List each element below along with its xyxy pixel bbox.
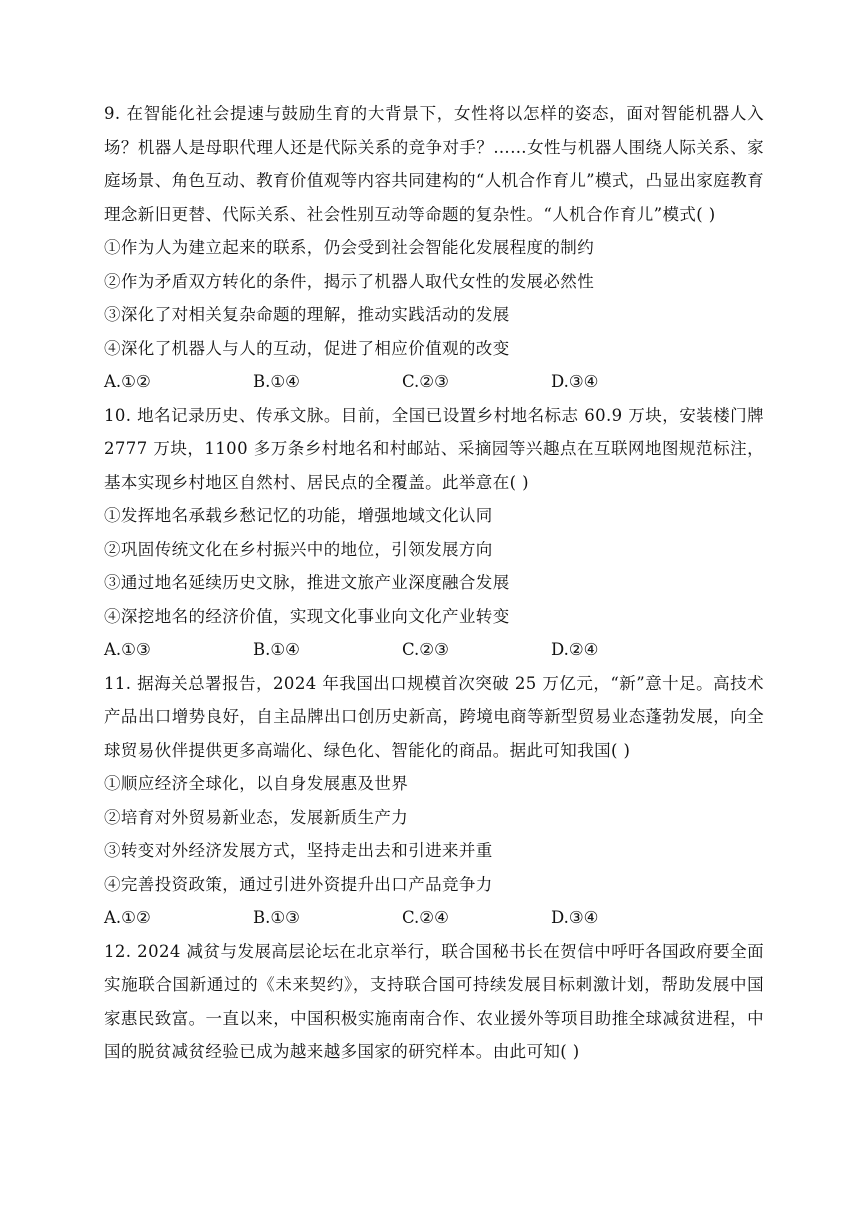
exam-page <box>104 97 764 1069</box>
statement-option: ④完善投资政策，通过引进外资提升出口产品竞争力 <box>104 874 493 894</box>
statement-option: ②作为矛盾双方转化的条件，揭示了机器人取代女性的发展必然性 <box>104 271 595 291</box>
statement-option: ②巩固传统文化在乡村振兴中的地位，引领发展方向 <box>104 539 493 559</box>
answer-choice-d: D.③④ <box>551 908 599 927</box>
question-stem: 12. 2024 减贫与发展高层论坛在北京举行，联合国秘书长在贺信中呼吁各国政府要全面实施联合国新通过的《未来契约》，支持联合国可持续发展目标刺激计划，帮助发展中国家惠民致富。一直以来，中国积极实施南南合作、农业援外等项目助推全球减贫进程，中国的脱贫减贫经验已成为越来越多国家的研究样本。由此可知( ) <box>104 941 764 1061</box>
answer-choice-a: A.①③ <box>104 640 151 659</box>
answer-choice-d: D.②④ <box>551 640 599 659</box>
statement-option: ④深挖地名的经济价值，实现文化事业向文化产业转变 <box>104 606 510 626</box>
question-10 <box>104 399 764 667</box>
answer-choice-b: B.①④ <box>253 372 300 391</box>
statement-option: ④深化了机器人与人的互动，促进了相应价值观的改变 <box>104 338 510 358</box>
statement-option: ①顺应经济全球化，以自身发展惠及世界 <box>104 774 409 793</box>
answer-choice-b: B.①④ <box>253 640 300 659</box>
answer-choice-c: C.②③ <box>402 372 449 391</box>
answer-choices <box>104 365 764 399</box>
statement-option: ②培育对外贸易新业态，发展新质生产力 <box>104 807 409 827</box>
statement-option: ①发挥地名承载乡愁记忆的功能，增强地域文化认同 <box>104 506 493 525</box>
question-9 <box>104 97 764 399</box>
question-stem: 11. 据海关总署报告，2024 年我国出口规模首次突破 25 万亿元，“新”意十足。高技术产品出口增势良好，自主品牌出口创历史新高，跨境电商等新型贸易业态蓬勃发展，向全球贸易伙伴提供更多高端化、绿色化、智能化的商品。据此可知我国( ) <box>104 673 764 760</box>
question-11 <box>104 667 764 935</box>
answer-choice-d: D.③④ <box>551 372 599 391</box>
statement-option: ③深化了对相关复杂命题的理解，推动实践活动的发展 <box>104 305 510 324</box>
question-12 <box>104 935 764 1069</box>
statement-option: ③通过地名延续历史文脉，推进文旅产业深度融合发展 <box>104 573 510 592</box>
answer-choice-c: C.②④ <box>402 908 449 927</box>
answer-choices <box>104 633 764 667</box>
answer-choice-a: A.①② <box>104 372 151 391</box>
question-stem: 9. 在智能化社会提速与鼓励生育的大背景下，女性将以怎样的姿态，面对智能机器人入场？机器人是母职代理人还是代际关系的竞争对手？……女性与机器人围绕人际关系、家庭场景、角色互动、教育价值观等内容共同建构的“人机合作育儿”模式，凸显出家庭教育理念新旧更替、代际关系、社会性别互动等命题的复杂性。“人机合作育儿”模式( ) <box>104 104 764 224</box>
answer-choice-b: B.①③ <box>253 908 300 927</box>
answer-choices <box>104 901 764 935</box>
answer-choice-c: C.②③ <box>402 640 449 659</box>
answer-choice-a: A.①② <box>104 908 151 927</box>
statement-option: ①作为人为建立起来的联系，仍会受到社会智能化发展程度的制约 <box>104 238 595 257</box>
statement-option: ③转变对外经济发展方式，坚持走出去和引进来并重 <box>104 841 493 860</box>
question-stem: 10. 地名记录历史、传承文脉。目前，全国已设置乡村地名标志 60.9 万块，安装楼门牌 2777 万块，1100 多万条乡村地名和村邮站、采摘园等兴趣点在互联网地图规范标注，基本实现乡村地区自然村、居民点的全覆盖。此举意在( ) <box>104 405 764 492</box>
